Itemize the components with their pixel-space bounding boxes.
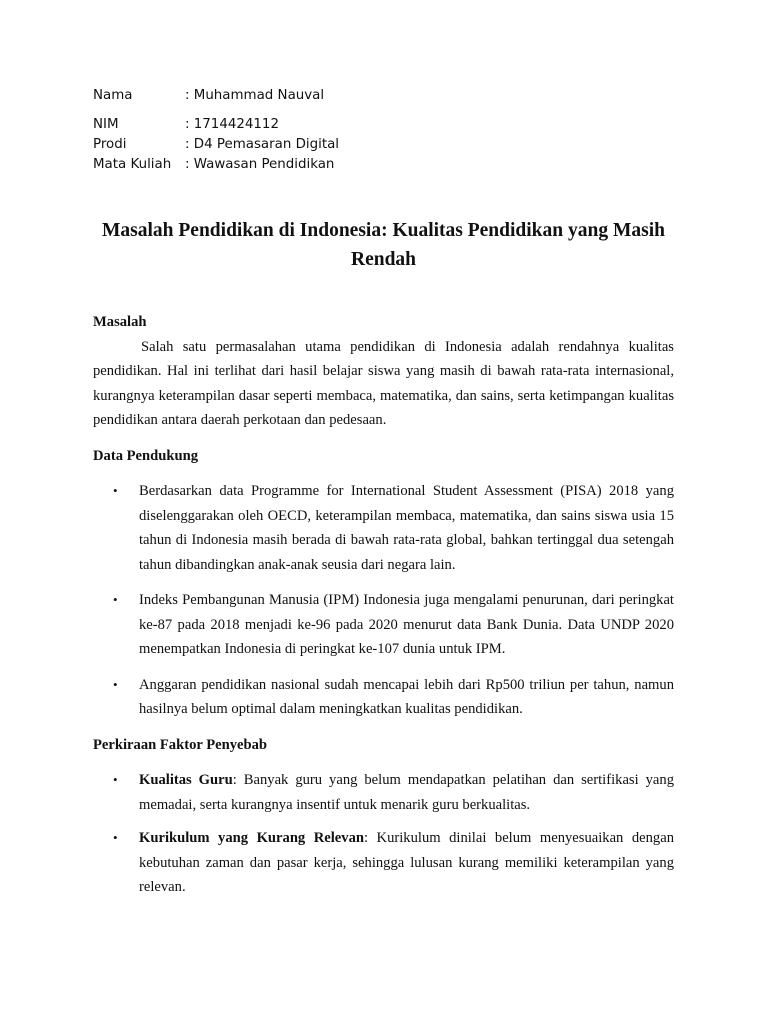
- list-item: [93, 588, 674, 662]
- info-row-prodi: [93, 135, 674, 155]
- info-row-mata-kuliah: [93, 155, 674, 175]
- list-item: [93, 479, 674, 577]
- bullet-icon: •: [113, 772, 118, 787]
- section-heading-faktor-penyebab: Perkiraan Faktor Penyebab: [93, 736, 268, 753]
- student-info: [93, 86, 674, 175]
- info-label: Mata Kuliah: [93, 157, 172, 172]
- faktor-penyebab-list: [93, 768, 674, 900]
- info-label: Prodi: [93, 137, 127, 152]
- info-value: : 1714424112: [185, 117, 279, 132]
- list-item-text: Indeks Pembangunan Manusia (IPM) Indonesia juga mengalami penurunan, dari peringkat ke-87 pada 2018 menjadi ke-96 pada 2020 menurut data Bank Dunia. Data UNDP 2020 menempatkan Indonesia di peringkat ke-107 dunia untuk IPM.: [139, 592, 674, 657]
- list-item-text: : Banyak guru yang belum mendapatkan pelatihan dan sertifikasi yang memadai, serta kurangnya insentif untuk menarik guru berkualitas.: [139, 772, 675, 813]
- list-item-text: Berdasarkan data Programme for International Student Assessment (PISA) 2018 yang diselenggarakan oleh OECD, keterampilan membaca, matematika, dan sains siswa usia 15 tahun di Indonesia masih berada di bawah rata-rata global, bahkan tertinggal dua setengah tahun dibandingkan anak-anak seusia dari negara lain.: [139, 483, 674, 573]
- bullet-icon: •: [113, 676, 118, 692]
- list-item: [93, 673, 674, 722]
- list-item: [93, 768, 674, 817]
- list-item-term: Kualitas Guru: [139, 772, 233, 788]
- info-value: : Muhammad Nauval: [185, 88, 325, 103]
- section-heading-masalah: Masalah: [93, 314, 147, 330]
- info-row-nim: [93, 115, 674, 135]
- info-value: : D4 Pemasaran Digital: [185, 137, 340, 152]
- list-item-text: : Kurikulum dinilai belum menyesuaikan dengan kebutuhan zaman dan pasar kerja, sehingga lulusan kurang memiliki keterampilan yang relevan.: [139, 830, 675, 895]
- data-pendukung-list: [93, 479, 674, 722]
- list-item: [93, 826, 674, 900]
- info-row-nama: [93, 86, 674, 106]
- bullet-icon: •: [113, 483, 118, 498]
- list-item-term: Kurikulum yang Kurang Relevan: [139, 830, 364, 846]
- bullet-icon: •: [113, 592, 118, 607]
- info-label: Nama: [93, 88, 133, 103]
- document-title: Masalah Pendidikan di Indonesia: Kualitas Pendidikan yang Masih Rendah: [102, 220, 665, 270]
- list-item-text: Anggaran pendidikan nasional sudah mencapai lebih dari Rp500 triliun per tahun, namun hasilnya belum optimal dalam meningkatkan kualitas pendidikan.: [139, 676, 674, 717]
- masalah-paragraph: Salah satu permasalahan utama pendidikan di Indonesia adalah rendahnya kualitas pendidikan. Hal ini terlihat dari hasil belajar siswa yang masih di bawah rata-rata internasional, kurangnya keterampilan dasar seperti membaca, matematika, dan sains, serta ketimpangan kualitas pendidikan antara daerah perkotaan dan pedesaan.: [93, 338, 674, 428]
- document-body: [93, 310, 674, 900]
- info-value: : Wawasan Pendidikan: [185, 157, 335, 172]
- section-heading-data-pendukung: Data Pendukung: [93, 447, 199, 464]
- info-label: NIM: [93, 117, 119, 132]
- bullet-icon: •: [113, 830, 118, 845]
